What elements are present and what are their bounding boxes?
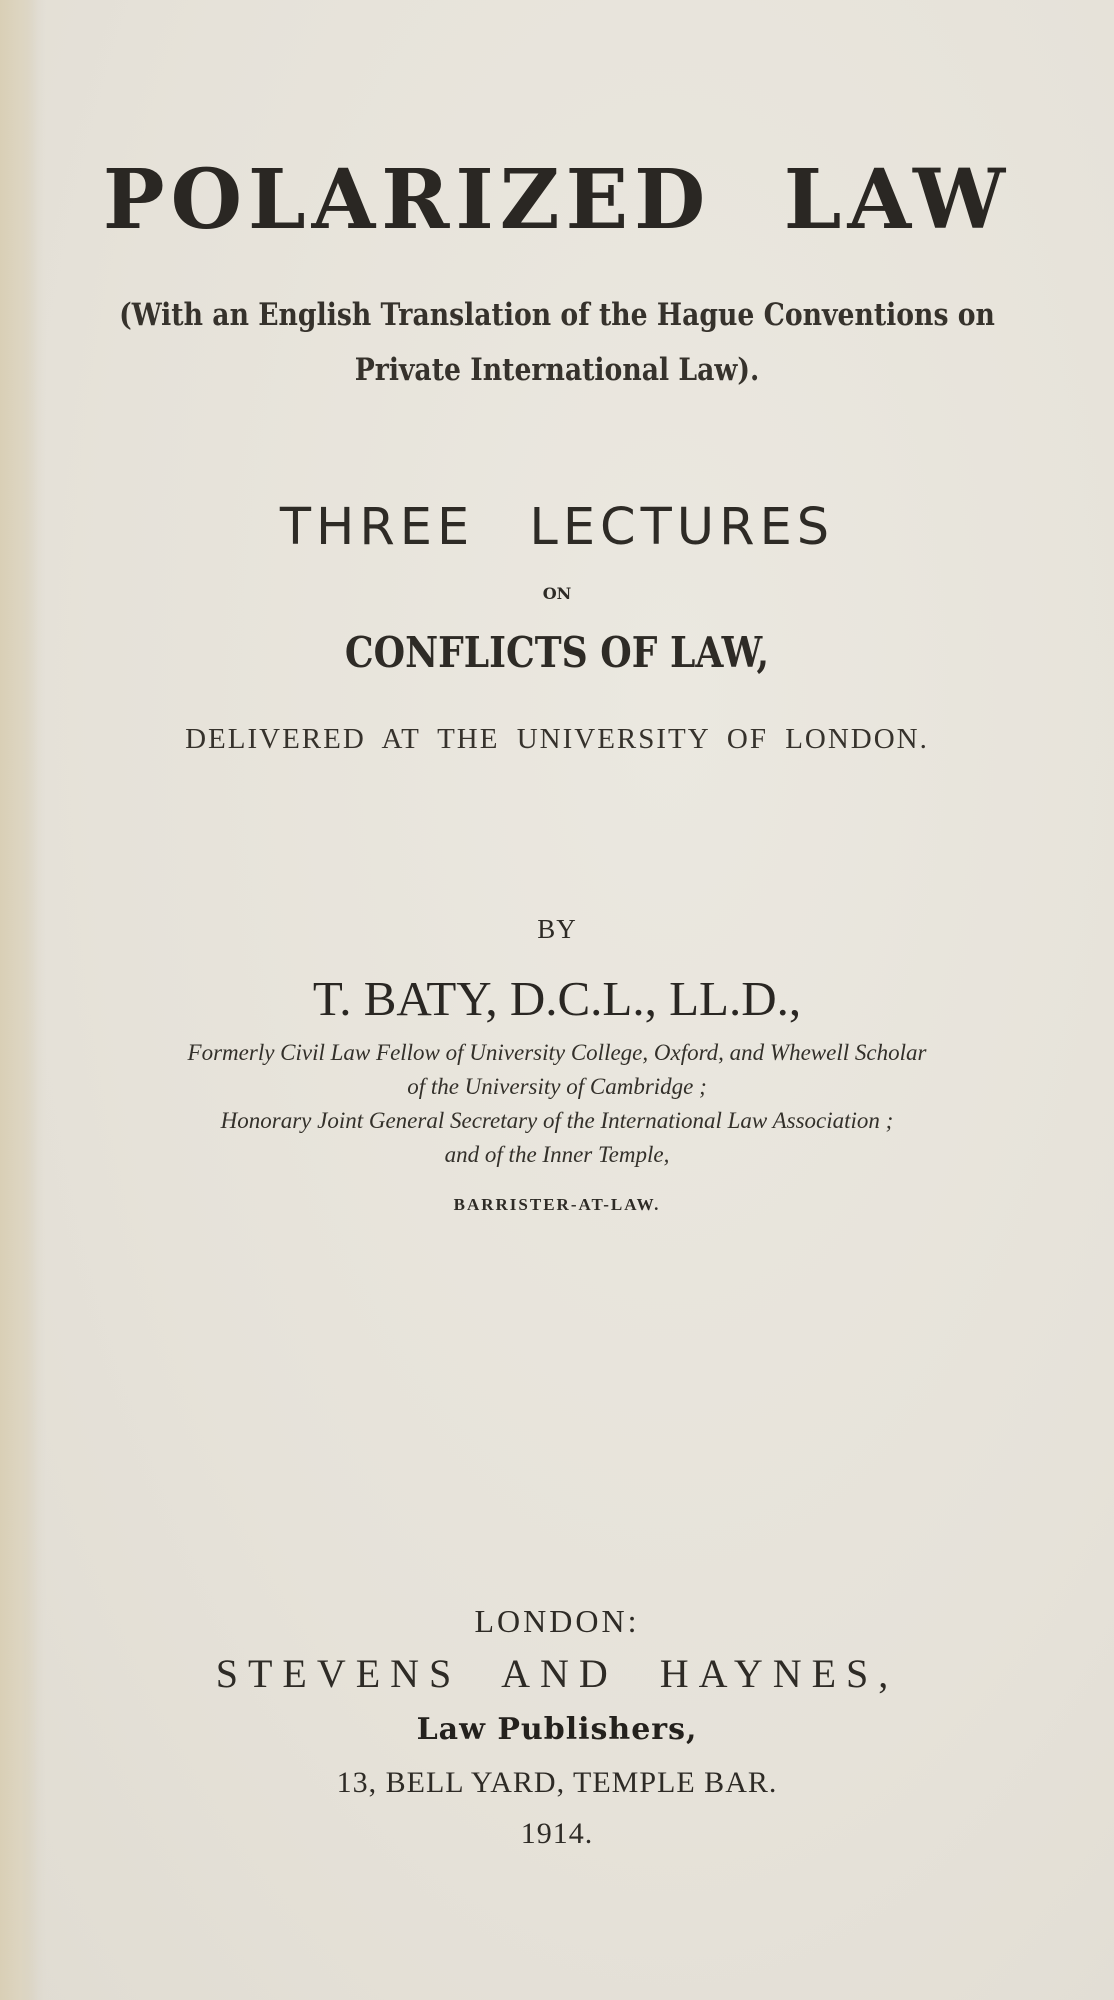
author-credential: Formerly Civil Law Fellow of University College, Oxford, and Whewell Scholar [187,1040,927,1065]
lecture-topic: CONFLICTS OF LAW, [344,628,770,677]
author-credential: and of the Inner Temple, [444,1142,670,1167]
publisher-role: Law Publishers, [416,1712,698,1747]
imprint-city: LONDON: [474,1603,640,1639]
author-credential: of the University of Cambridge ; [407,1074,707,1099]
subtitle-line-1: (With an English Translation of the Hague Conventions on [119,297,995,333]
author-name: T. BATY, D.C.L., LL.D., [312,971,802,1026]
publication-year: 1914. [520,1817,594,1850]
author-profession: BARRISTER-AT-LAW. [453,1195,661,1214]
publisher-name: STEVENS AND HAYNES, [215,1651,899,1696]
author-credential: Honorary Joint General Secretary of the International Law Association ; [220,1108,894,1133]
publisher-address: 13, BELL YARD, TEMPLE BAR. [336,1766,778,1799]
by-word: BY [537,914,577,944]
on-word: ON [542,584,572,603]
book-title: POLARIZED LAW [102,152,1012,248]
subtitle-line-2: Private International Law). [354,352,760,388]
delivered-at: DELIVERED AT THE UNIVERSITY OF LONDON. [185,723,929,755]
show-through-shadow [0,780,1114,804]
lectures-heading: THREE LECTURES [279,498,835,557]
